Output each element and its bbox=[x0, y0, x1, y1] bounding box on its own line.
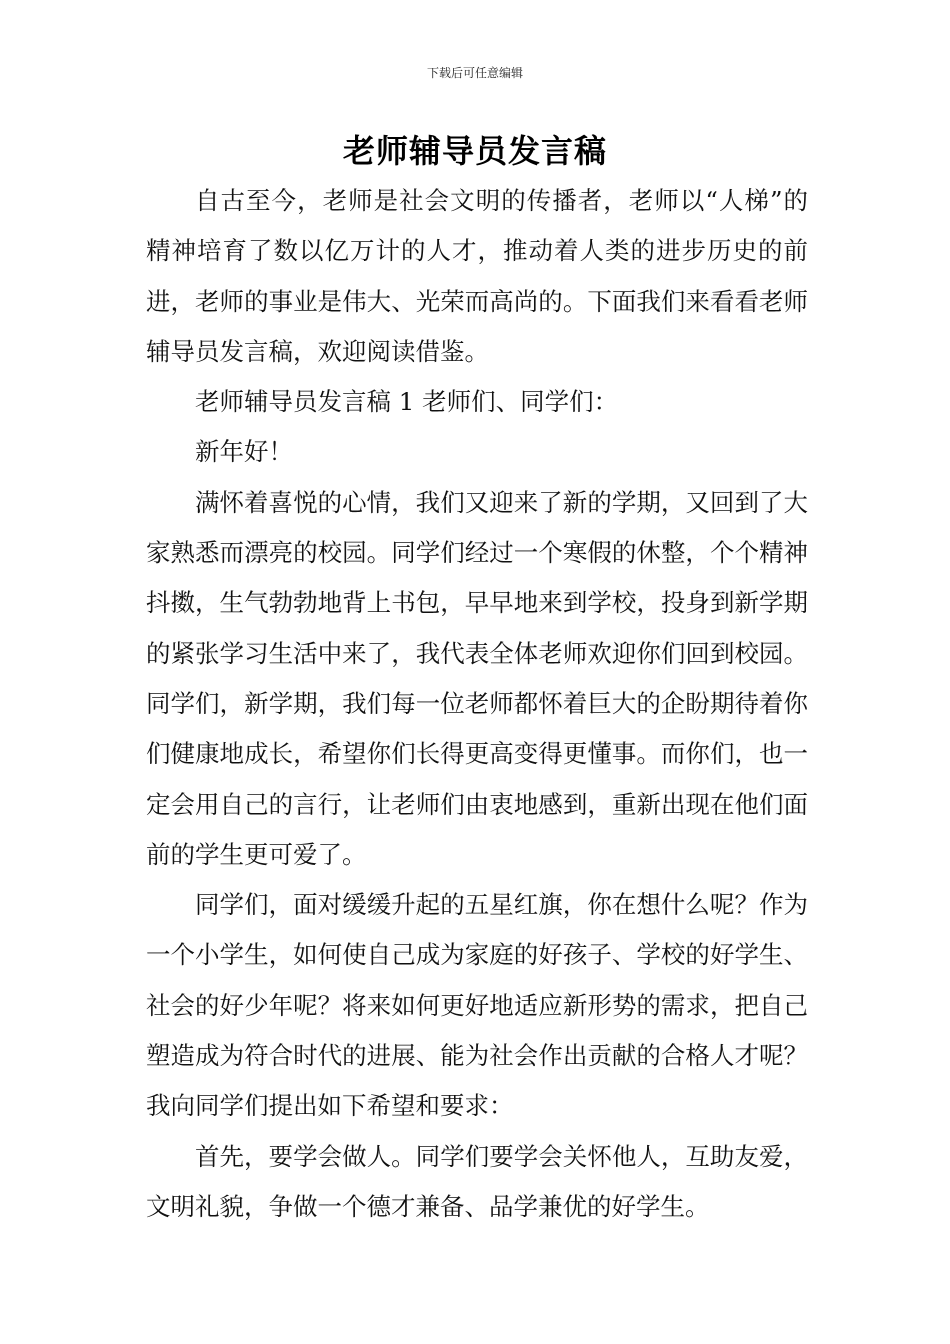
document-body bbox=[146, 176, 808, 1232]
paragraph-new-year: 新年好！ bbox=[195, 437, 293, 467]
paragraph-intro: 自古至今，老师是社会文明的传播者，老师以“人梯”的精神培育了数以亿万计的人才，推动着人类的进步历史的前进，老师的事业是伟大、光荣而高尚的。下面我们来看看老师辅导员发言稿，欢迎阅读借鉴。 bbox=[146, 186, 808, 366]
paragraph-flag: 同学们，面对缓缓升起的五星红旗，你在想什么呢？作为一个小学生，如何使自己成为家庭的好孩子、学校的好学生、社会的好少年呢？将来如何更好地适应新形势的需求，把自己塑造成为符合时代的进展、能为社会作出贡献的合格人才呢？我向同学们提出如下希望和要求： bbox=[146, 890, 808, 1121]
header-note: 下载后可任意编辑 bbox=[426, 66, 523, 80]
paragraph-first-requirement: 首先，要学会做人。同学们要学会关怀他人，互助友爱，文明礼貌，争做一个德才兼备、品学兼优的好学生。 bbox=[146, 1141, 808, 1221]
paragraph-greeting-heading: 老师辅导员发言稿 1 老师们、同学们： bbox=[195, 387, 619, 417]
document-title: 老师辅导员发言稿 bbox=[342, 132, 607, 170]
paragraph-new-semester: 满怀着喜悦的心情，我们又迎来了新的学期，又回到了大家熟悉而漂亮的校园。同学们经过一个寒假的休整，个个精神抖擞，生气勃勃地背上书包，早早地来到学校，投身到新学期的紧张学习生活中来了，我代表全体老师欢迎你们回到校园。同学们，新学期，我们每一位老师都怀着巨大的企盼期待着你们健康地成长，希望你们长得更高变得更懂事。而你们，也一定会用自己的言行，让老师们由衷地感到，重新出现在他们面前的学生更可爱了。 bbox=[146, 487, 808, 869]
